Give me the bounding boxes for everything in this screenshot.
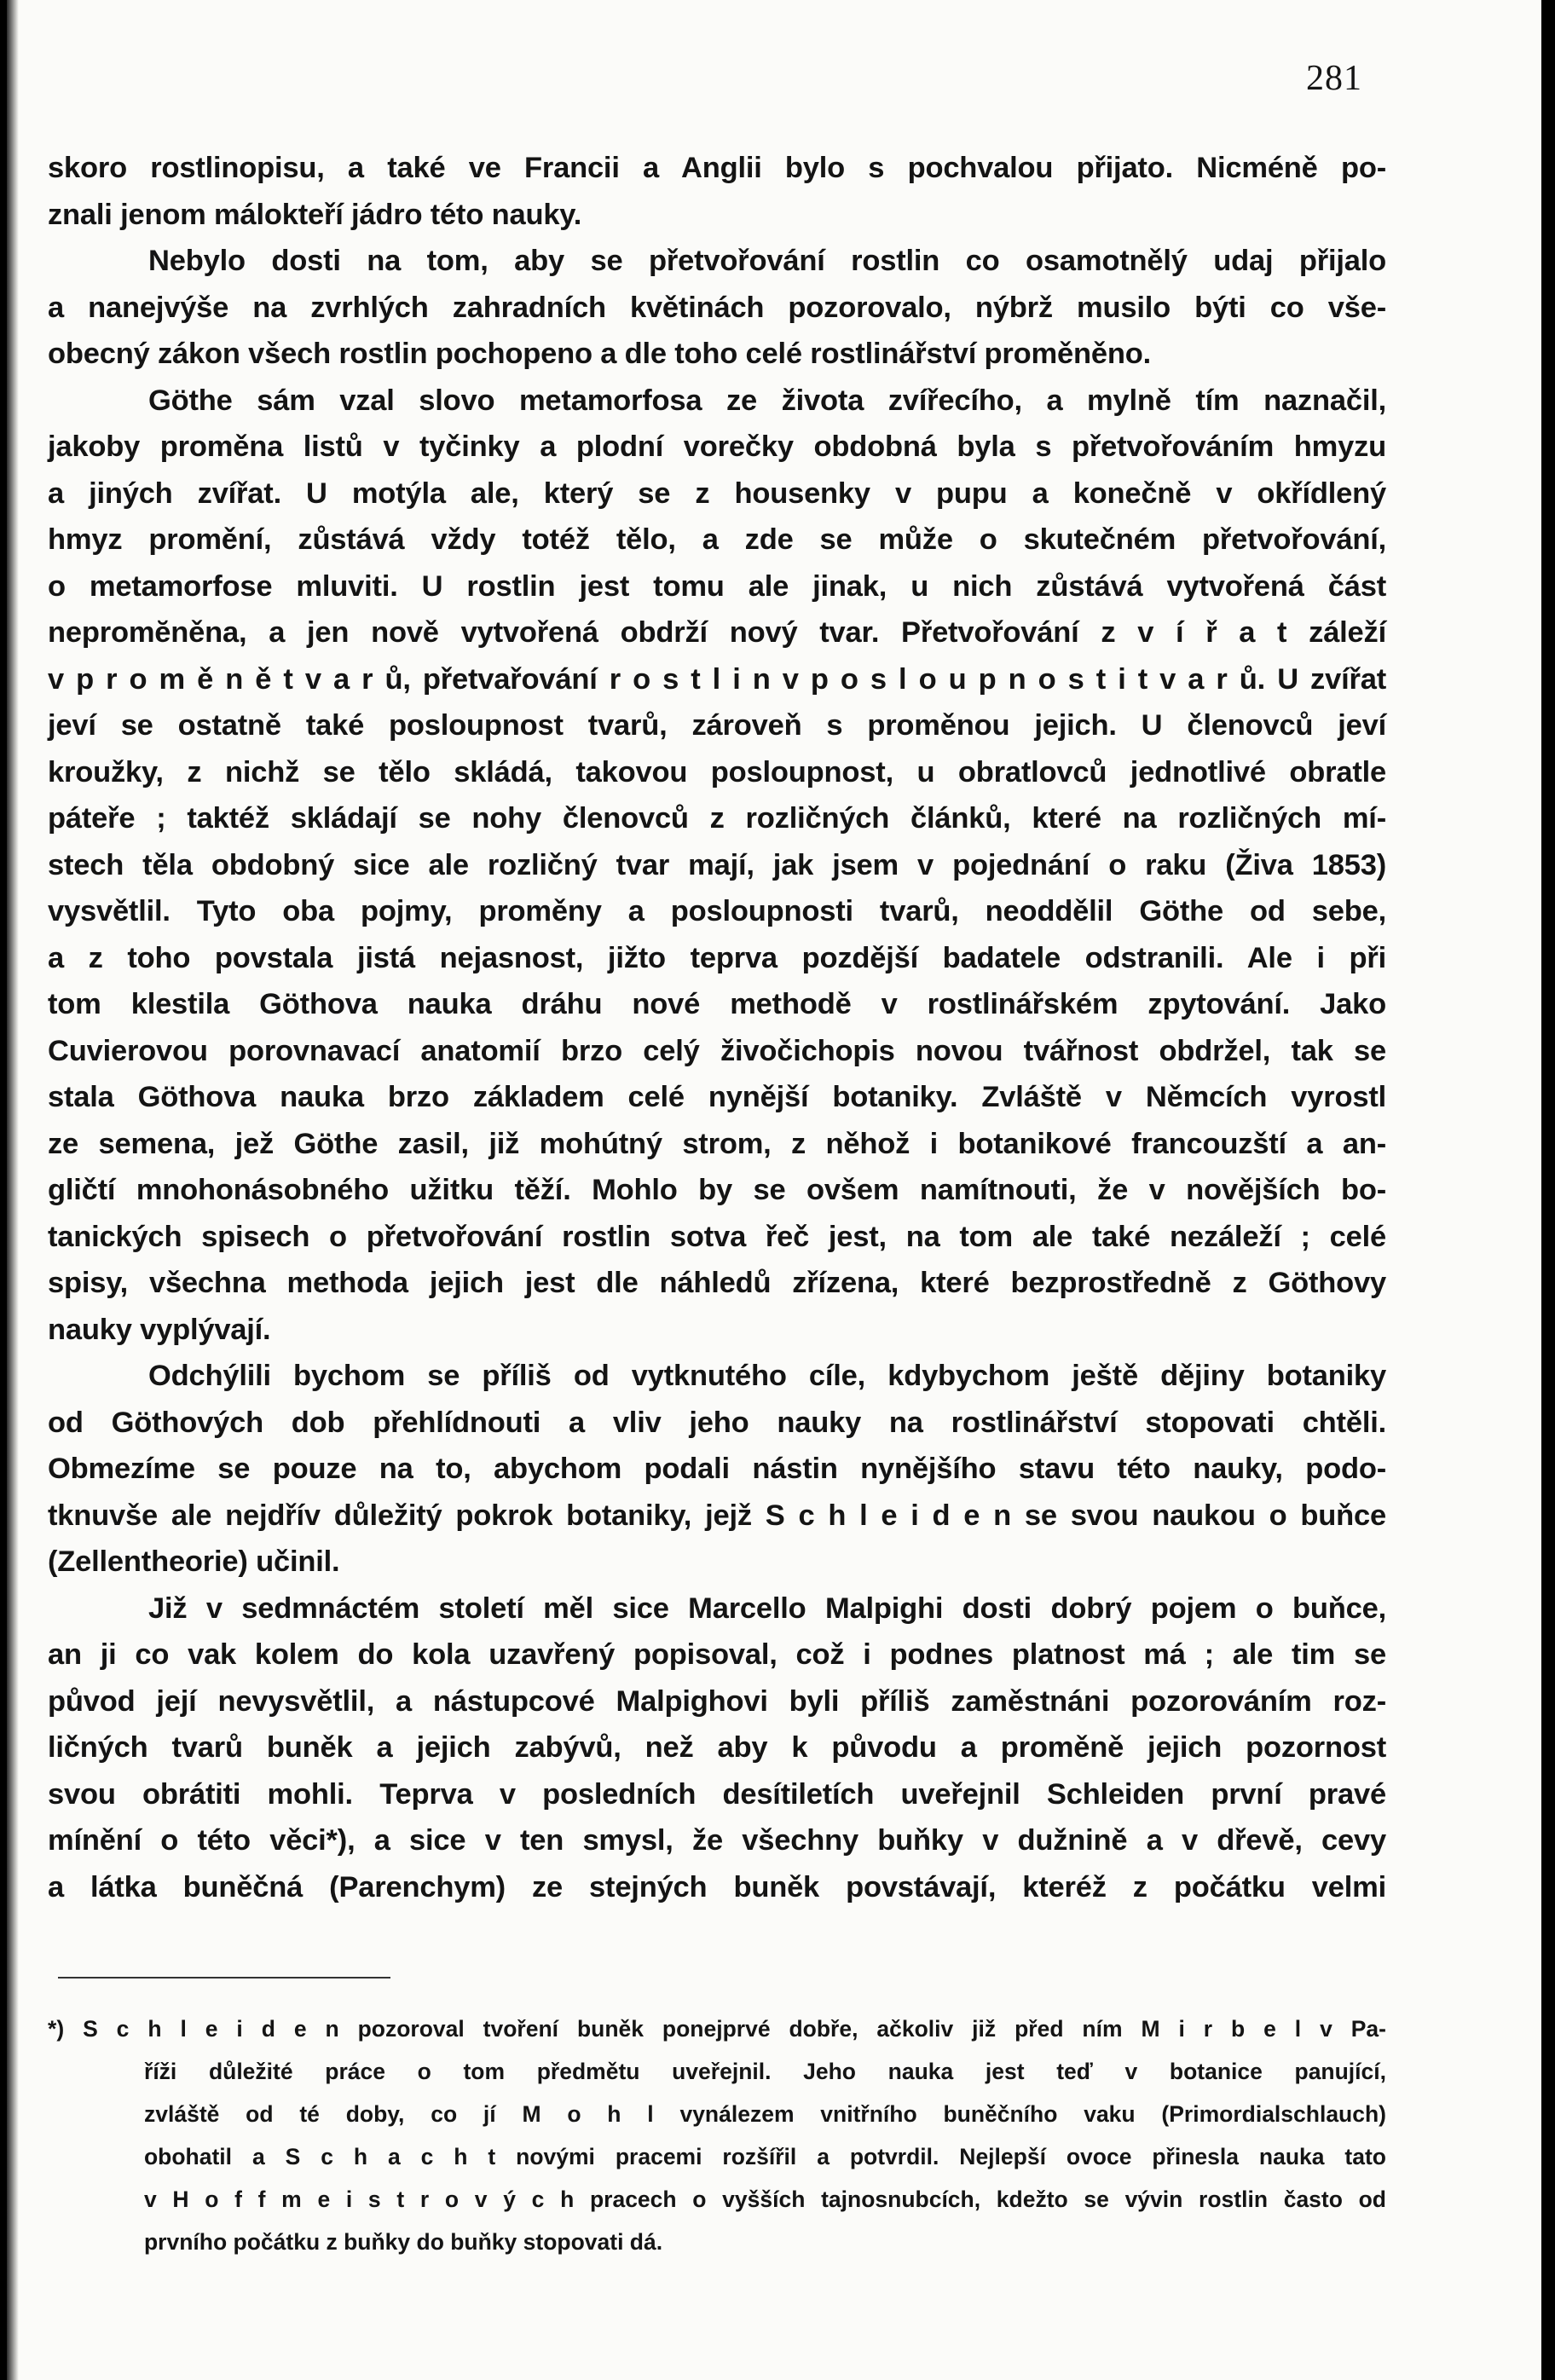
footnote-line: obohatil a S c h a c h t novými pracemi rozšířil a potvrdil. Nejlepší ovoce přinesla nauka tato (144, 2144, 1386, 2169)
footnotes (48, 2007, 1386, 2263)
footnote-line: říži důležité práce o tom předmětu uveřejnil. Jeho nauka jest teď v botanice panující, (144, 2059, 1386, 2084)
text-line: od Göthových dob přehlídnouti a vliv jeho nauky na rostlinářství stopovati chtěli. (48, 1406, 1386, 1439)
footnote-line: *) S c h l e i d e n pozoroval tvoření buněk ponejprvé dobře, ačkoliv již před ním M i r b e l v Pa- (48, 2016, 1386, 2042)
text-line: vysvětlil. Tyto oba pojmy, proměny a posloupnosti tvarů, neoddělil Göthe od sebe, (48, 895, 1386, 927)
text-line: spisy, všechna methoda jejich jest dle náhledů zřízena, které bezprostředně z Göthovy (48, 1267, 1386, 1299)
text-line: nauky vyplývají. (48, 1313, 271, 1346)
text-line: a z toho povstala jistá nejasnost, jižto teprva pozdější badatele odstranili. Ale i při (48, 941, 1386, 974)
book-page (7, 0, 1541, 2380)
text-line: původ její nevysvětlil, a nástupcové Malpighovi byli příliš zaměstnáni pozorováním roz- (48, 1684, 1386, 1718)
text-line: v p r o m ě n ě t v a r ů, přetvařování r o s t l i n v p o s l o u p n o s t i t v a r ů. U zvířat (48, 662, 1386, 696)
text-line: hmyz promění, zůstává vždy totéž tělo, a zde se může o skutečném přetvořování, (48, 523, 1386, 556)
text-line: jeví se ostatně také posloupnost tvarů, zároveň s proměnou jejich. U členovců jeví (48, 709, 1386, 742)
text-line: tom klestila Göthova nauka dráhu nové methodě v rostlinářském zpytování. Jako (48, 988, 1386, 1020)
text-line: Odchýlili bychom se příliš od vytknutého cíle, kdybychom ještě dějiny botaniky (148, 1360, 1386, 1392)
text-line: stech těla obdobný sice ale rozličný tvar mají, jak jsem v pojednání o raku (Živa 1853) (48, 848, 1386, 881)
text-line: Göthe sám vzal slovo metamorfosa ze života zvířecího, a mylně tím naznačil, (148, 384, 1386, 417)
text-line: stala Göthova nauka brzo základem celé nynější botaniky. Zvláště v Němcích vyrostl (48, 1081, 1386, 1113)
text-line: mínění o této věci*), a sice v ten smysl, že všechny buňky v dužnině a v dřevě, cevy (48, 1824, 1386, 1857)
text-line: ličných tvarů buněk a jejich zabývů, než aby k původu a proměně jejich pozornost (48, 1731, 1386, 1764)
body-text (48, 145, 1386, 1910)
text-line: an ji co vak kolem do kola uzavřený popisoval, což i podnes platnost má ; ale tim se (48, 1638, 1386, 1671)
footnote-divider (58, 1977, 390, 1979)
text-line: ze semena, jež Göthe zasil, již mohútný strom, z něhož i botanikové francouzští a an- (48, 1127, 1386, 1160)
text-line: Obmezíme se pouze na to, abychom podali nástin nynějšího stavu této nauky, podo- (48, 1453, 1386, 1485)
text-line: znali jenom málokteří jádro této nauky. (48, 198, 582, 231)
footnote-line: prvního počátku z buňky do buňky stopovati dá. (144, 2229, 663, 2255)
text-line: Cuvierovou porovnavací anatomií brzo celý živočichopis novou tvářnost obdržel, tak se (48, 1034, 1386, 1067)
text-line: kroužky, z nichž se tělo skládá, takovou posloupnost, u obratlovců jednotlivé obratle (48, 755, 1386, 789)
text-line: nepromĕněna, a jen nově vytvořená obdrží nový tvar. Přetvořování z v í ř a t záleží (48, 616, 1386, 649)
text-line: tanických spisech o přetvořování rostlin sotva řeč jest, na tom ale také nezáleží ; celé (48, 1220, 1386, 1253)
page-number: 281 (1306, 59, 1362, 98)
text-line: Nebylo dosti na tom, aby se přetvořování rostlin co osamotnělý udaj přijalo (148, 245, 1386, 277)
footnote-line: v H o f f m e i s t r o v ý c h pracech o vyšších tajnosnubcích, kdežto se vývin rostlin často od (144, 2186, 1386, 2212)
text-line: svou obrátiti mohli. Teprva v posledních desítiletích uveřejnil Schleiden první pravé (48, 1777, 1386, 1811)
text-line: a jiných zvířat. U motýla ale, který se z housenky v pupu a konečně v okřídlený (48, 477, 1386, 510)
text-line: a nanejvýše na zvrhlých zahradních květinách pozorovalo, nýbrž musilo býti co vše- (48, 291, 1386, 324)
text-line: tknuvše ale nejdřív důležitý pokrok botaniky, jejž S c h l e i d e n se svou naukou o buňce (48, 1499, 1386, 1532)
footnote-line: zvláště od té doby, co jí M o h l vynálezem vnitřního buněčního vaku (Primordialschlauch) (144, 2101, 1386, 2127)
text-line: páteře ; taktéž skládají se nohy členovců z rozličných článků, které na rozličných mí- (48, 802, 1386, 835)
text-line: jakoby proměna listů v tyčinky a plodní vorečky obdobná byla s přetvořováním hmyzu (48, 430, 1386, 463)
text-line: Již v sedmnáctém století měl sice Marcello Malpighi dosti dobrý pojem o buňce, (148, 1591, 1386, 1625)
text-line: o metamorfose mluviti. U rostlin jest tomu ale jinak, u nich zůstává vytvořená část (48, 569, 1386, 603)
text-line: (Zellentheorie) učinil. (48, 1545, 340, 1578)
text-line: obecný zákon všech rostlin pochopeno a dle toho celé rostlinářství proměněno. (48, 338, 1151, 370)
text-line: skoro rostlinopisu, a také ve Francii a Anglii bylo s pochvalou přijato. Nicméně po- (48, 152, 1386, 184)
text-line: a látka buněčná (Parenchym) ze stejných buněk povstávají, kteréž z počátku velmi (48, 1870, 1386, 1903)
text-line: gličtí mnohonásobného užitku těží. Mohlo by se ovšem namítnouti, že v novějších bo- (48, 1174, 1386, 1206)
